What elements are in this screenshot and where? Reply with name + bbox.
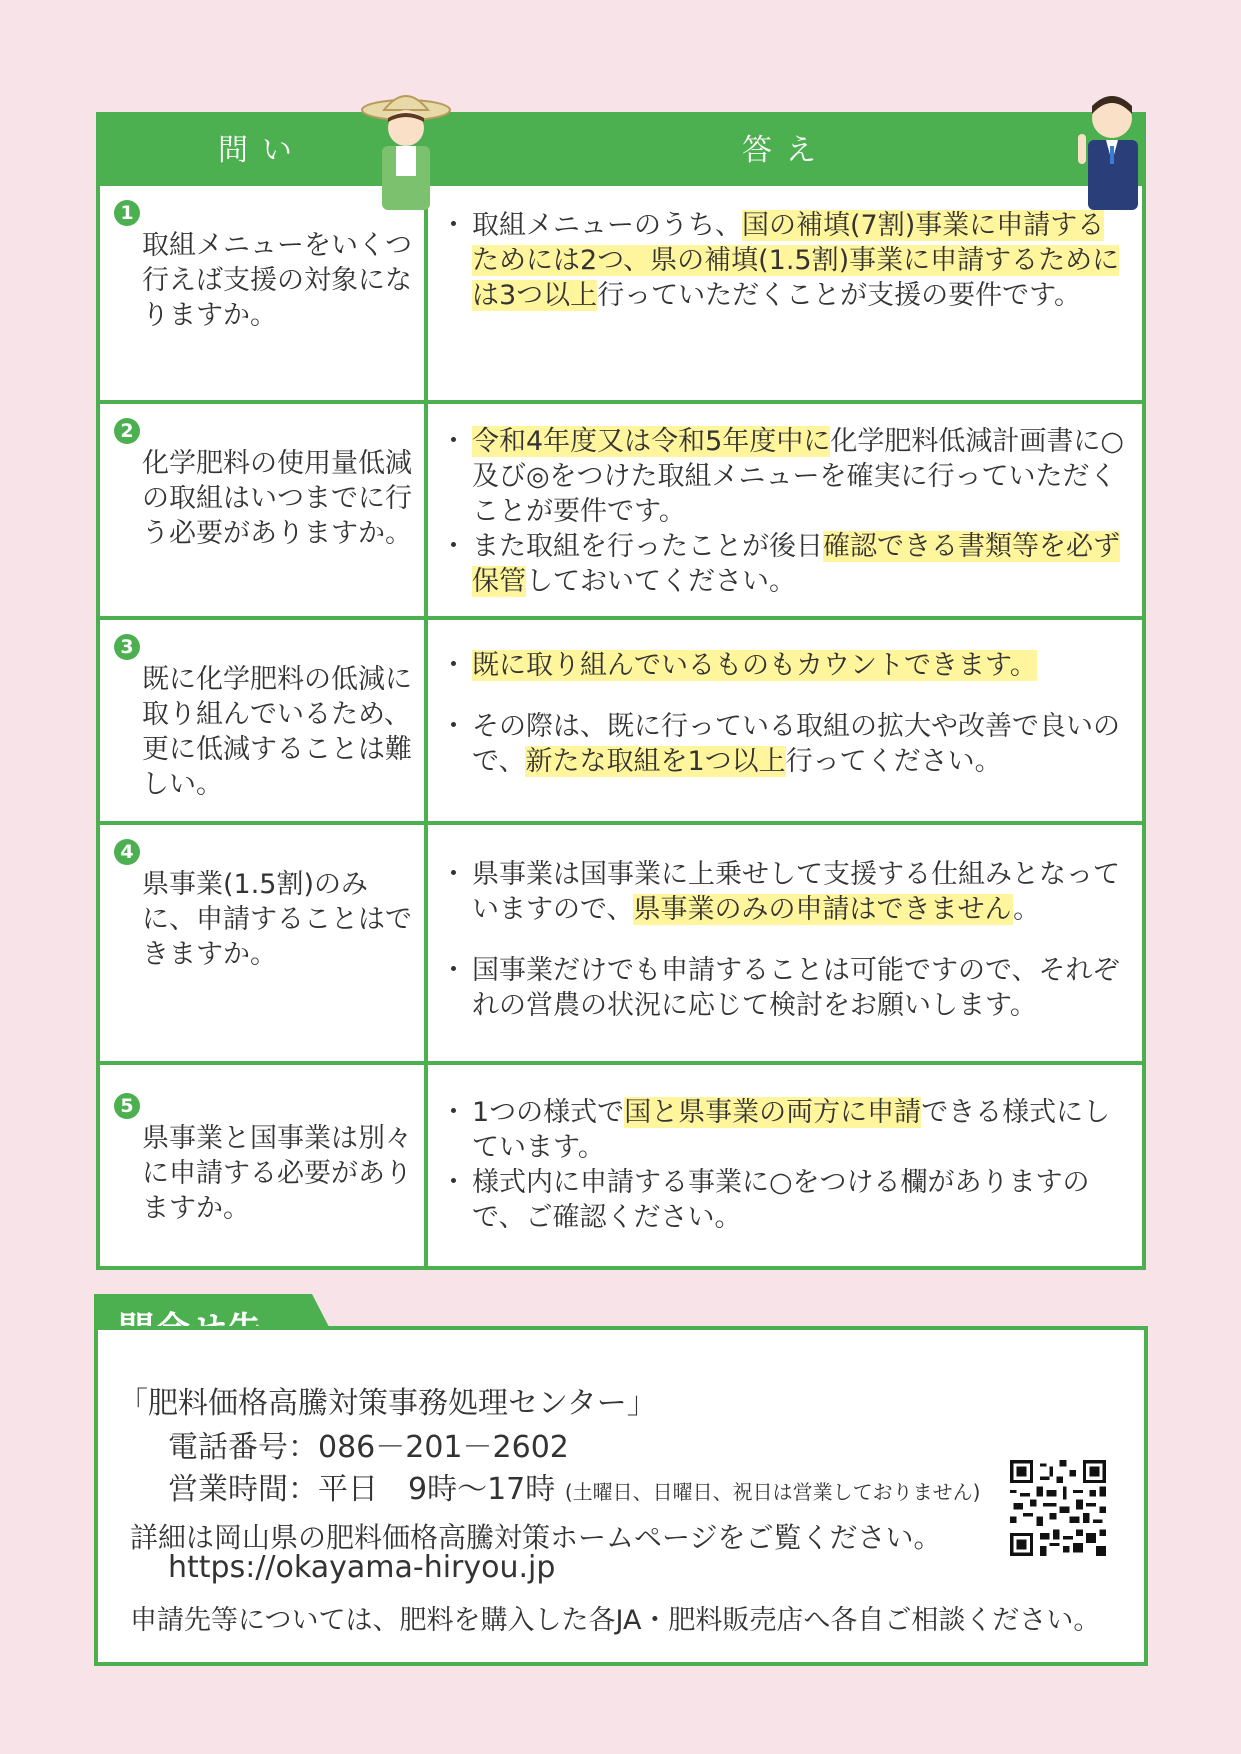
answer-text: しておいてください。 xyxy=(526,566,796,597)
hours-note: (土曜日、日曜日、祝日は営業しておりません) xyxy=(564,1480,981,1504)
center-name: 「肥料価格高騰対策事務処理センター」 xyxy=(118,1386,657,1421)
answer-cell xyxy=(440,424,1130,599)
answer-bullet xyxy=(440,709,1130,779)
faq-row xyxy=(100,1065,1142,1270)
highlighted-text: 県事業のみの申請はできません xyxy=(633,894,1014,925)
answer-text: 国事業だけでも申請することは可能ですので、それぞれの営農の状況に応じて検討をお願いします。 xyxy=(472,955,1120,1021)
question-text: 県事業と国事業は別々に申請する必要がありますか。 xyxy=(142,1123,412,1224)
header-question: 問い xyxy=(218,133,306,168)
answer-bullet xyxy=(440,953,1130,1023)
answer-bullet xyxy=(440,1095,1130,1165)
question-number: 1 xyxy=(114,200,140,226)
answer-bullet xyxy=(440,857,1130,927)
question-number: 3 xyxy=(114,634,140,660)
highlighted-text: 新たな取組を1つ以上 xyxy=(525,746,786,777)
answer-text: 行っていただくことが支援の要件です。 xyxy=(597,280,1082,311)
answer-bullet xyxy=(440,208,1130,313)
question-text: 既に化学肥料の低減に取り組んでいるため、更に低減することは難しい。 xyxy=(142,664,412,800)
answer-text: 県事業は国事業に上乗せして支援する仕組みとなっていますので、 xyxy=(472,859,1120,925)
question-number: 2 xyxy=(114,418,140,444)
hours-value: 平日 9時～17時 xyxy=(318,1472,556,1507)
header-answer: 答え xyxy=(742,133,830,168)
highlighted-text: 確認できる書類等を必ず保管 xyxy=(472,531,1120,597)
question-text: 化学肥料の使用量低減の取組はいつまでに行う必要がありますか。 xyxy=(142,448,412,549)
highlighted-text: 県の補填(1.5割)事業に申請するためには3つ以上 xyxy=(472,245,1120,311)
answer-cell xyxy=(440,857,1130,1023)
faq-table xyxy=(96,112,1146,1270)
answer-cell xyxy=(440,1095,1130,1235)
farmer-woman-illustration xyxy=(360,88,452,210)
details-text: 詳細は岡山県の肥料価格高騰対策ホームページをご覧ください。 xyxy=(130,1521,942,1554)
answer-cell xyxy=(440,648,1130,779)
question-text: 県事業(1.5割)のみに、申請することはできますか。 xyxy=(142,869,412,970)
faq-row xyxy=(100,620,1142,821)
phone-line: 電話番号：086－201－2602 xyxy=(168,1430,569,1465)
answer-text: 行ってください。 xyxy=(785,746,1002,777)
answer-bullet xyxy=(440,424,1130,529)
highlighted-text: 国の補填(7割)事業に申請するためには2つ、 xyxy=(472,210,1105,276)
businessman-illustration xyxy=(1072,90,1146,210)
hours-label: 営業時間 xyxy=(168,1472,288,1507)
apply-note: 申請先等については、肥料を購入した各JA・肥料販売店へ各自ご相談ください。 xyxy=(130,1605,1101,1636)
phone-number[interactable]: 086－201－2602 xyxy=(318,1430,569,1465)
faq-row xyxy=(100,404,1142,616)
homepage-url[interactable]: https://okayama-hiryou.jp xyxy=(168,1550,556,1585)
hours-line: 営業時間：平日 9時～17時 (土曜日、日曜日、祝日は営業しておりません) xyxy=(168,1472,981,1507)
answer-bullet xyxy=(440,1165,1130,1235)
question-number: 5 xyxy=(114,1093,140,1119)
answer-text: その際は、既に行っている取組の拡大や改善で良いので、 xyxy=(472,711,1120,777)
qr-code[interactable] xyxy=(1010,1460,1106,1556)
answer-bullet xyxy=(440,648,1130,683)
faq-row xyxy=(100,186,1142,400)
answer-text: 。 xyxy=(1013,894,1041,925)
highlighted-text: 既に取り組んでいるものもカウントできます。 xyxy=(472,650,1037,681)
question-text: 取組メニューをいくつ行えば支援の対象になりますか。 xyxy=(142,230,412,331)
highlighted-text: 国と県事業の両方に申請 xyxy=(624,1097,922,1128)
answer-text: また取組を行ったことが後日 xyxy=(472,531,823,562)
highlighted-text: 令和4年度又は令和5年度中に xyxy=(472,426,831,457)
answer-text: 1つの様式で xyxy=(472,1097,625,1128)
answer-cell xyxy=(440,208,1130,313)
answer-text: 化学肥料低減計画書に○及び◎をつけた取組メニューを確実に行っていただくことが要件です。 xyxy=(472,426,1124,527)
faq-row xyxy=(100,825,1142,1061)
answer-bullet xyxy=(440,529,1130,599)
faq-table-header xyxy=(100,116,1142,186)
answer-text: 取組メニューのうち、 xyxy=(472,210,742,241)
answer-text: できる様式にしています。 xyxy=(472,1097,1111,1163)
question-number: 4 xyxy=(114,839,140,865)
answer-text: 様式内に申請する事業に○をつける欄がありますので、ご確認ください。 xyxy=(472,1167,1090,1233)
phone-label: 電話番号 xyxy=(168,1430,288,1465)
